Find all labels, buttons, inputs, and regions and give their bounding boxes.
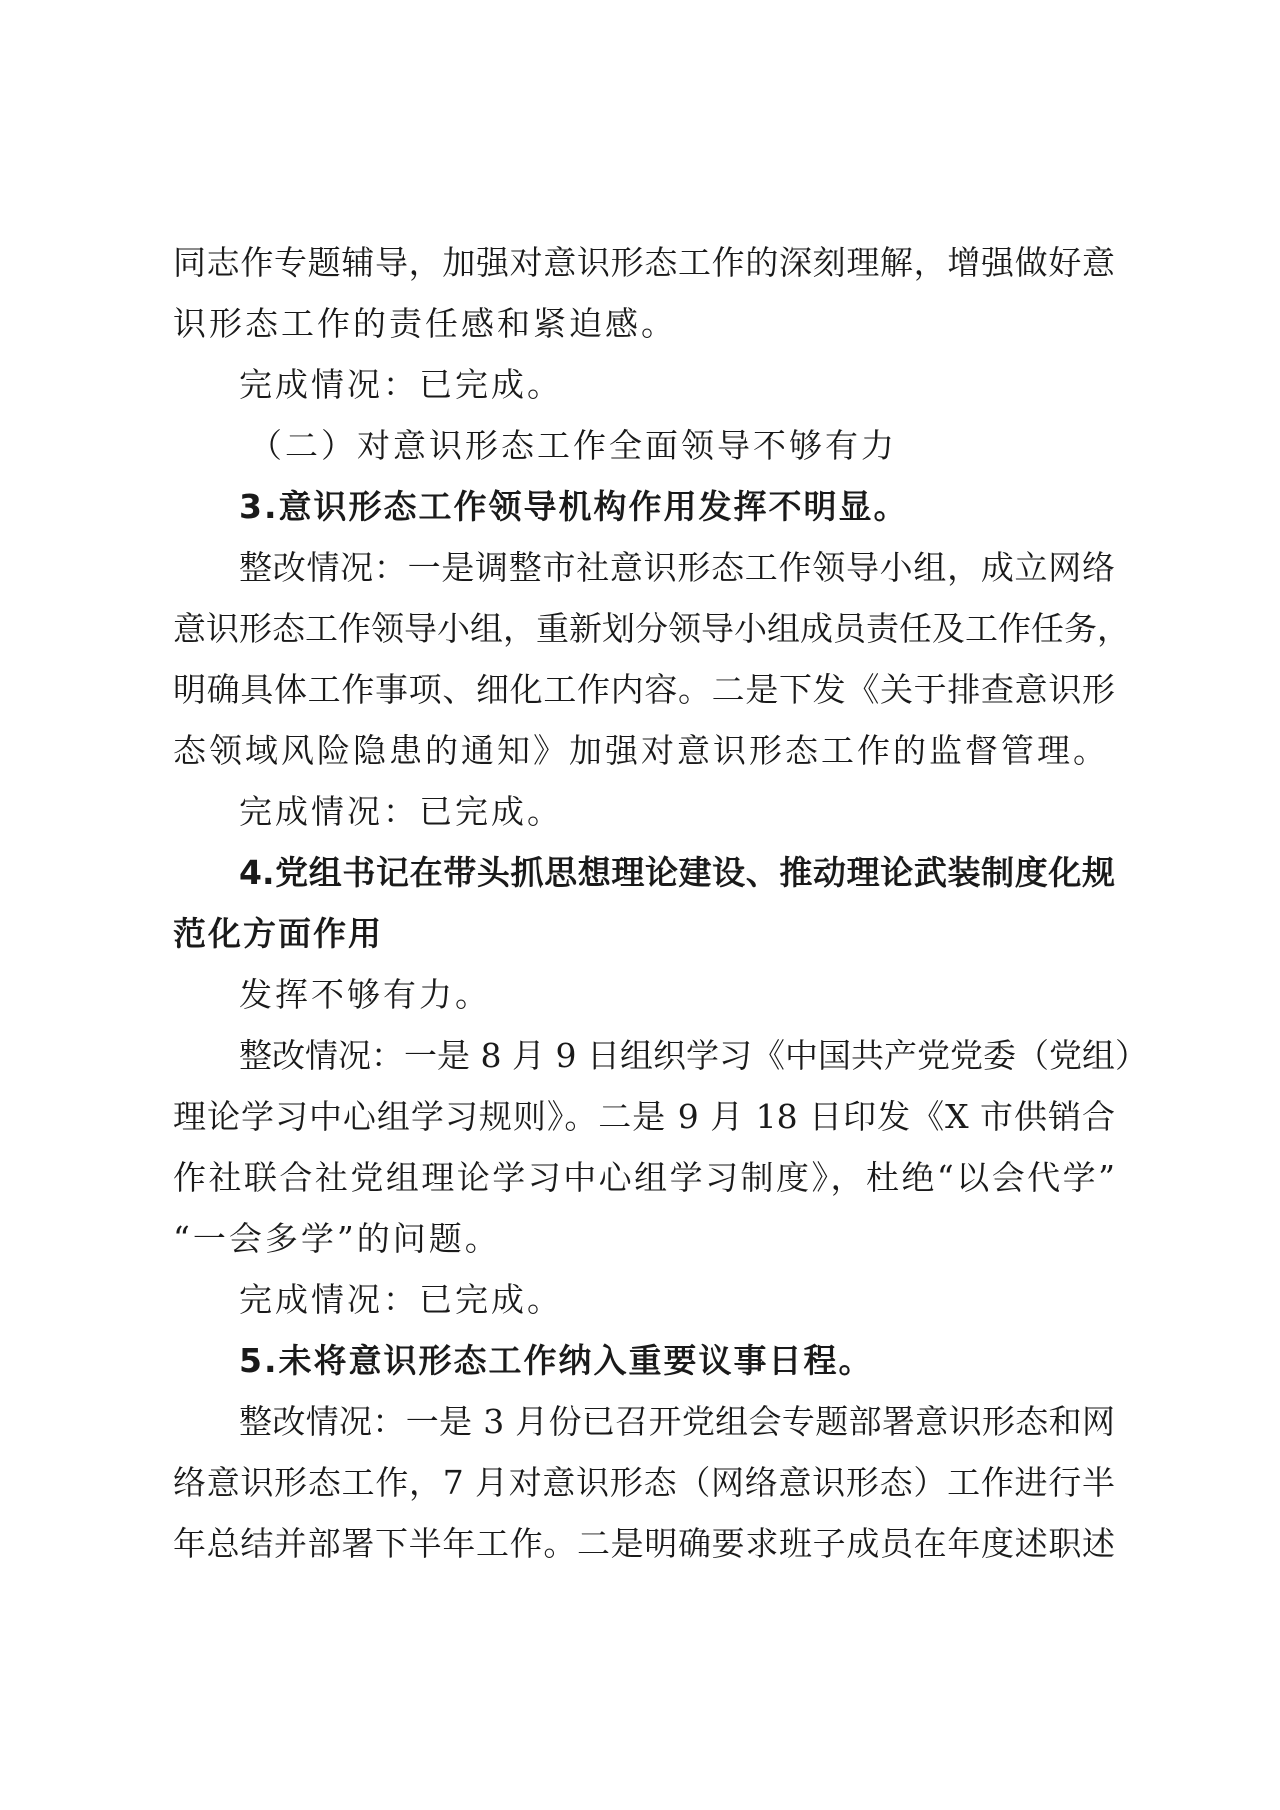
- item-heading: 3.意识形态工作领导机构作用发挥不明显。: [239, 487, 909, 526]
- paragraph-line: 年总结并部署下半年工作。二是明确要求班子成员在年度述职述: [173, 1524, 1115, 1563]
- completion-status: 完成情况：已完成。: [239, 365, 563, 404]
- document-body: [173, 232, 1148, 1574]
- paragraph-line: 整改情况：一是调整市社意识形态工作领导小组，成立网络: [239, 548, 1115, 587]
- item-heading-continuation: 范化方面作用: [173, 914, 383, 953]
- paragraph-line: 整改情况：一是 3 月份已召开党组会专题部署意识形态和网: [239, 1402, 1115, 1441]
- paragraph-line: 整改情况：一是 8 月 9 日组织学习《中国共产党党委（党组）: [239, 1036, 1148, 1075]
- completion-status: 完成情况：已完成。: [239, 792, 563, 831]
- paragraph-line: 态领域风险隐患的通知》加强对意识形态工作的监督管理。: [173, 731, 1109, 770]
- paragraph-line: 发挥不够有力。: [239, 975, 491, 1014]
- item-heading: 5.未将意识形态工作纳入重要议事日程。: [239, 1341, 874, 1380]
- paragraph-line: 络意识形态工作，7 月对意识形态（网络意识形态）工作进行半: [173, 1463, 1115, 1502]
- item-heading: 4.党组书记在带头抓思想理论建设、推动理论武装制度化规: [239, 853, 1115, 892]
- paragraph-line: 意识形态工作领导小组，重新划分领导小组成员责任及工作任务，: [173, 609, 1130, 648]
- completion-status: 完成情况：已完成。: [239, 1280, 563, 1319]
- paragraph-line: 理论学习中心组学习规则》。二是 9 月 18 日印发《X 市供销合: [173, 1097, 1115, 1136]
- section-heading: （二）对意识形态工作全面领导不够有力: [249, 426, 897, 465]
- paragraph-line: “一会多学”的问题。: [173, 1219, 501, 1258]
- paragraph-line: 作社联合社党组理论学习中心组学习制度》，杜绝“以会代学”: [173, 1158, 1115, 1197]
- paragraph-line: 识形态工作的责任感和紧迫感。: [173, 304, 677, 343]
- paragraph-line: 明确具体工作事项、细化工作内容。二是下发《关于排查意识形: [173, 670, 1115, 709]
- paragraph-line: 同志作专题辅导，加强对意识形态工作的深刻理解，增强做好意: [173, 243, 1115, 282]
